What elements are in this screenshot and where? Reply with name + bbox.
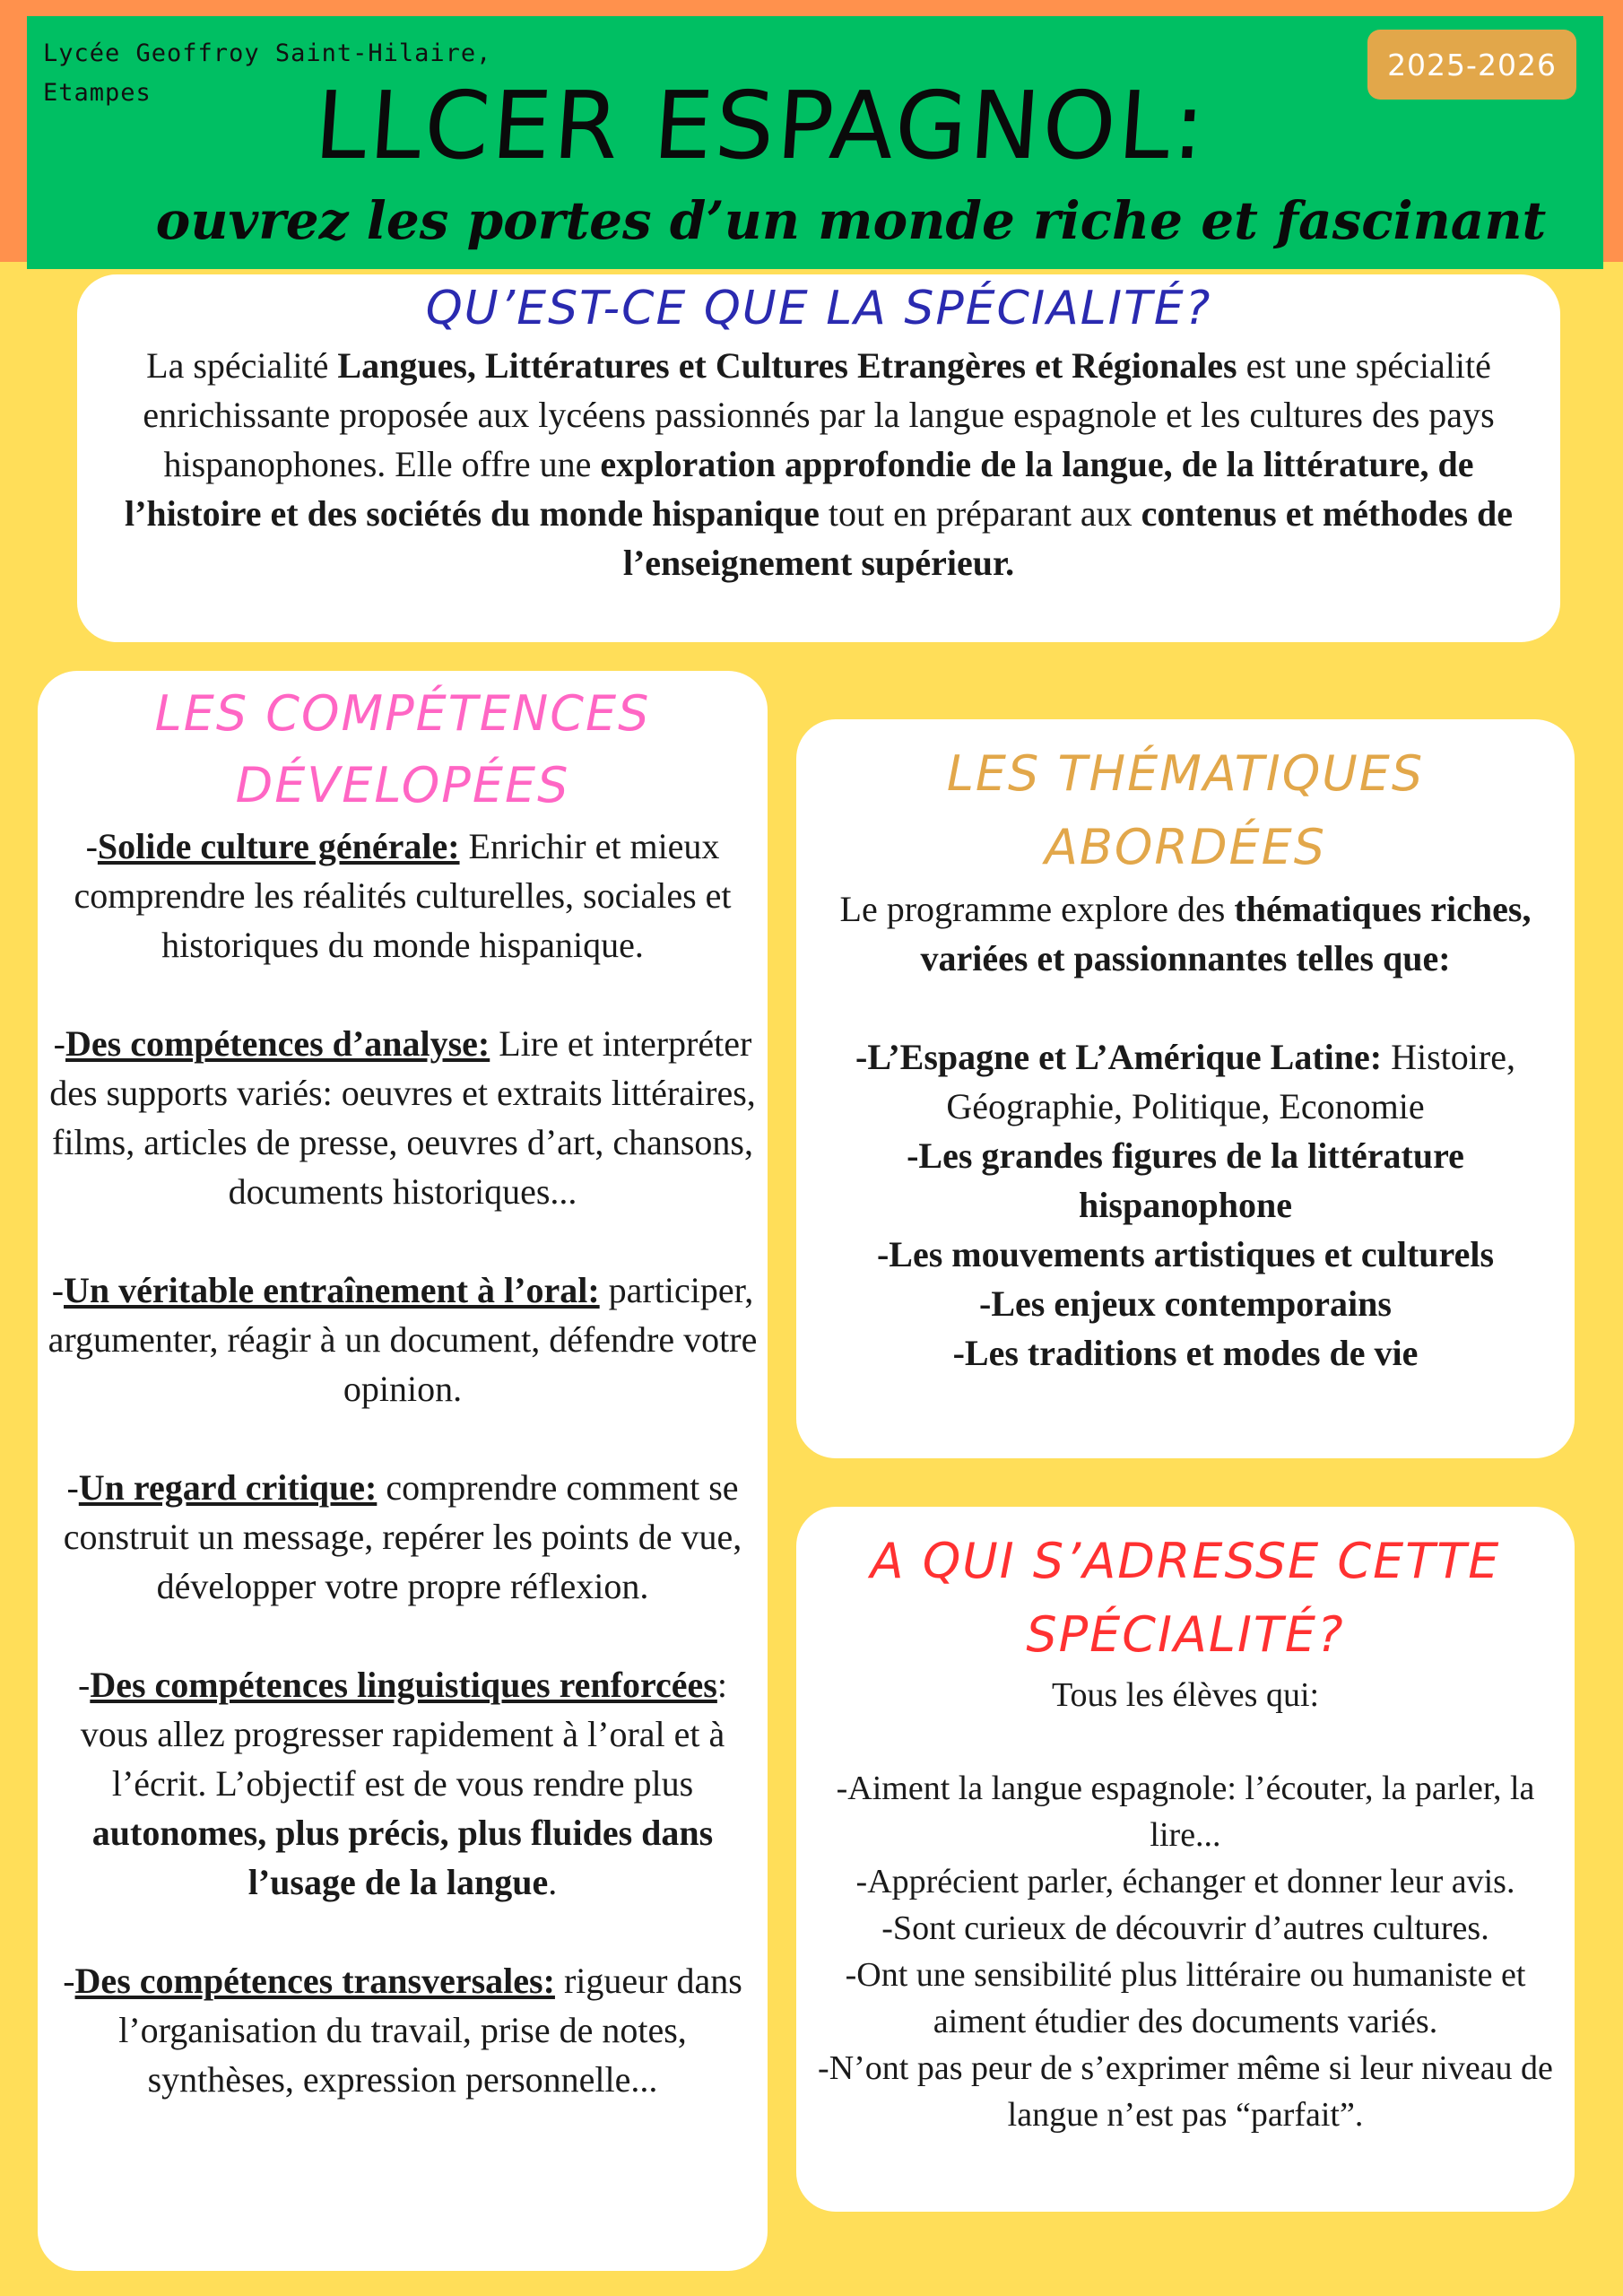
- competence-title: Solide culture générale:: [97, 826, 460, 866]
- competences-card: [38, 671, 768, 2271]
- competences-heading: LES COMPÉTENCES DÉVELOPÉES: [154, 685, 651, 813]
- audience-item: -N’ont pas peur de s’exprimer même si leur niveau de langue n’est pas “parfait”.: [818, 2049, 1553, 2134]
- item-dash: -: [63, 1961, 75, 2001]
- spacer: [43, 1907, 762, 1956]
- audience-item: -Apprécient parler, échanger et donner leur avis.: [855, 1863, 1515, 1900]
- competence-text: comprendre comment se construit un message, repérer les points de vue, développer votre propre réflexion.: [63, 1467, 742, 1606]
- intro-paragraph: [113, 341, 1524, 587]
- thematique-title: -Les traditions et modes de vie: [952, 1333, 1419, 1373]
- audience-intro: Tous les élèves qui:: [1051, 1676, 1320, 1714]
- thematiques-intro: [803, 884, 1567, 983]
- thematique-item: [803, 1230, 1567, 1279]
- thematiques-intro-bold: thématiques riches, variées et passionnantes telles que:: [920, 889, 1532, 978]
- item-dash: -: [66, 1467, 79, 1508]
- competence-text: : vous allez progresser rapidement à l’oral et à l’écrit. L’objectif est de vous rendre plus: [80, 1665, 727, 1804]
- competence-text: participer, argumenter, réagir à un document, défendre votre opinion.: [48, 1270, 758, 1409]
- competence-text: Enrichir et mieux comprendre les réalités culturelles, sociales et historiques du monde hispanique.: [74, 826, 732, 965]
- competence-title: Des compétences transversales:: [74, 1961, 555, 2001]
- item-dash: -: [51, 1270, 65, 1310]
- spacer: [43, 1216, 762, 1265]
- intro-text-1: La spécialité: [146, 345, 338, 386]
- thematique-item: [803, 1131, 1567, 1230]
- intro-text-3: tout en préparant aux: [819, 493, 1141, 534]
- intro-card: [77, 274, 1560, 642]
- competence-title: Des compétences linguistiques renforcées: [90, 1665, 717, 1705]
- competence-item: [43, 1265, 762, 1413]
- thematique-title: -Les enjeux contemporains: [979, 1283, 1392, 1324]
- spacer: [809, 1718, 1562, 1765]
- item-dash: -: [78, 1665, 91, 1705]
- competence-text: rigueur dans l’organisation du travail, prise de notes, synthèses, expression personnelle...: [118, 1961, 742, 2100]
- competence-text: Lire et interpréter des supports variés: oeuvres et extraits littéraires, films, articles de presse, oeuvres d’art, chansons, documents historiques...: [49, 1023, 756, 1212]
- spacer: [43, 970, 762, 1019]
- audience-card: [796, 1507, 1575, 2212]
- audience-heading: A QUI S’ADRESSE CETTE SPÉCIALITÉ?: [870, 1533, 1501, 1663]
- thematique-title: -Les mouvements artistiques et culturels: [876, 1234, 1495, 1274]
- competence-end: .: [548, 1862, 558, 1902]
- audience-item: -Sont curieux de découvrir d’autres cultures.: [881, 1909, 1489, 1947]
- item-dash: -: [53, 1023, 65, 1064]
- spacer: [803, 983, 1567, 1032]
- intro-text-2: est une spécialité enrichissante proposée aux lycéens passionnés par la langue espagnole et les cultures des pays hispanophones. Elle offre une: [143, 345, 1495, 484]
- page-subtitle: ouvrez les portes d’un monde riche et fascinant: [155, 190, 1547, 251]
- thematiques-card: [796, 719, 1575, 1458]
- competence-item: [43, 1019, 762, 1216]
- competence-title: Un véritable entraînement à l’oral:: [64, 1270, 600, 1310]
- thematique-text: Histoire, Géographie, Politique, Economie: [946, 1037, 1515, 1126]
- school-name: Lycée Geoffroy Saint-Hilaire, Etampes: [43, 39, 492, 107]
- competence-item: [43, 1463, 762, 1611]
- spacer: [43, 1611, 762, 1660]
- competence-title: Des compétences d’analyse:: [65, 1023, 490, 1064]
- thematiques-heading: LES THÉMATIQUES ABORDÉES: [946, 745, 1425, 875]
- thematique-title: -L’Espagne et L’Amérique Latine:: [855, 1037, 1383, 1077]
- competence-item: [43, 1956, 762, 2104]
- thematiques-intro-text: Le programme explore des: [839, 889, 1235, 929]
- audience-item: -Aiment la langue espagnole: l’écouter, la parler, la lire...: [836, 1770, 1535, 1854]
- item-dash: -: [85, 826, 98, 866]
- intro-bold-1: Langues, Littératures et Cultures Etrangères et Régionales: [337, 345, 1237, 386]
- year-badge: 2025-2026: [1367, 30, 1576, 100]
- header-banner: [27, 16, 1603, 269]
- competence-item: [43, 1660, 762, 1907]
- intro-bold-2: exploration approfondie de la langue, de la littérature, de l’histoire et des sociétés du monde hispanique: [124, 444, 1474, 534]
- page-title: LLCER ESPAGNOL:: [311, 71, 1211, 180]
- competence-title: Un regard critique:: [78, 1467, 378, 1508]
- intro-bold-3: contenus et méthodes de l’enseignement supérieur.: [622, 493, 1514, 583]
- thematique-item: [803, 1279, 1567, 1328]
- thematique-item: [803, 1032, 1567, 1131]
- thematique-item: [803, 1328, 1567, 1378]
- competence-item: [43, 822, 762, 970]
- audience-item: -Ont une sensibilité plus littéraire ou humaniste et aiment étudier des documents variés.: [845, 1956, 1526, 2040]
- competence-bold: autonomes, plus précis, plus fluides dans l’usage de la langue: [91, 1813, 714, 1902]
- intro-heading: QU’EST-CE QUE LA SPÉCIALITÉ?: [425, 282, 1212, 335]
- spacer: [43, 1413, 762, 1463]
- thematique-title: -Les grandes figures de la littérature hispanophone: [907, 1135, 1464, 1225]
